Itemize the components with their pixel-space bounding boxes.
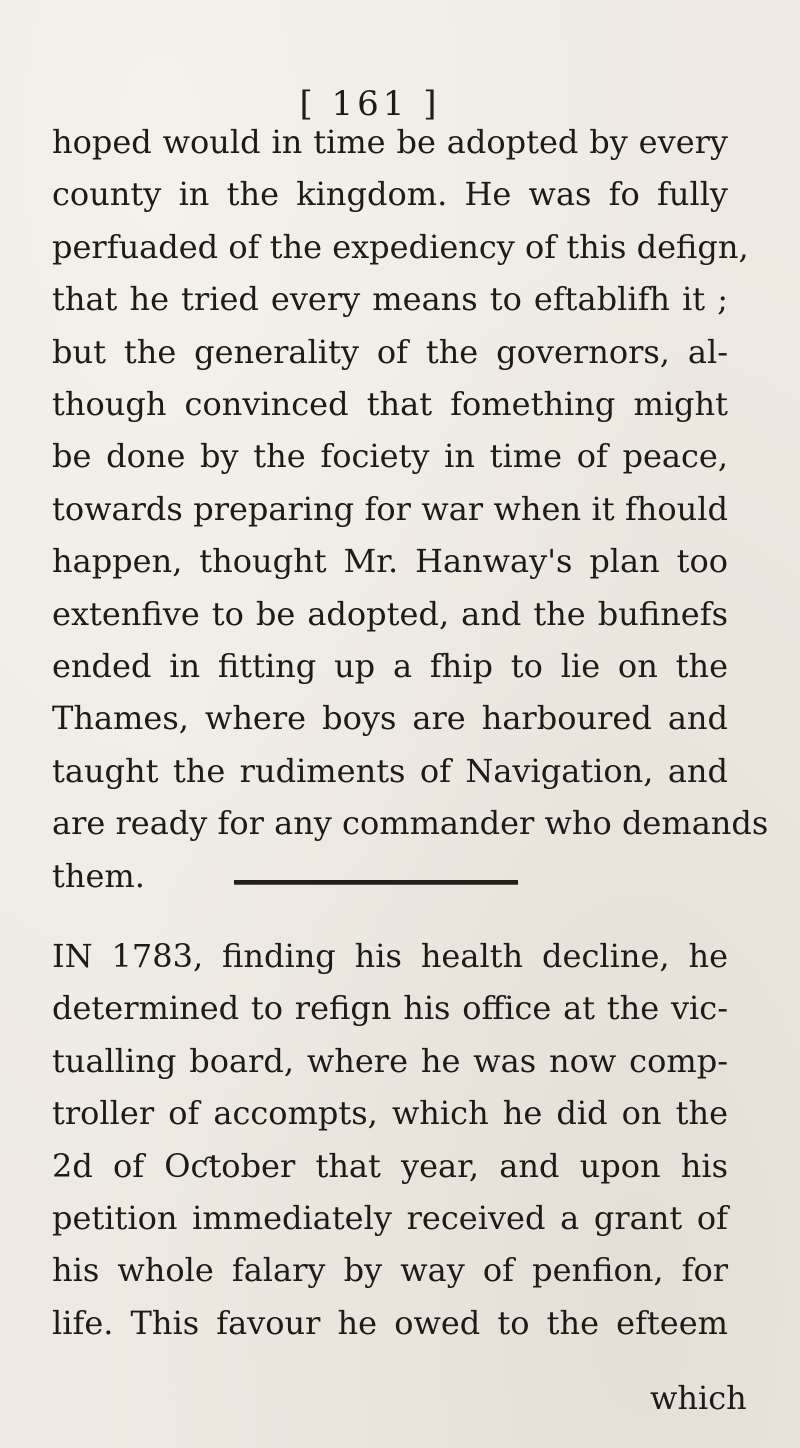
text-line: but the generality of the governors, al- <box>52 332 728 371</box>
paragraph-2 <box>52 930 728 1349</box>
text-line: county in the kingdom. He was fo fully <box>52 175 728 214</box>
text-line: them. <box>52 856 145 895</box>
text-line: troller of accompts, which he did on the <box>52 1094 728 1133</box>
paragraph-1 <box>52 116 769 902</box>
text-line: life. This favour he owed to the efteem <box>52 1303 728 1342</box>
text-line: IN 1783, finding his health decline, he <box>52 937 728 975</box>
text-line: though convinced that fomething might <box>52 385 728 424</box>
catchword: which <box>650 1379 747 1417</box>
text-line: extenfive to be adopted, and the bufinefs <box>52 594 728 633</box>
text-line: towards preparing for war when it fhould <box>52 489 728 528</box>
text-line: 2d of Oƈtober that year, and upon his <box>52 1146 728 1185</box>
text-line: that he tried every means to eftablifh it ; <box>52 280 728 319</box>
text-line: ended in fitting up a fhip to lie on the <box>52 647 728 686</box>
text-line: his whole falary by way of penfion, for <box>52 1251 728 1290</box>
text-line: determined to refign his office at the vic- <box>52 989 728 1028</box>
text-line: taught the rudiments of Navigation, and <box>52 751 728 790</box>
text-line: Thames, where boys are harboured and <box>52 699 728 738</box>
text-line: be done by the fociety in time of peace, <box>52 437 728 476</box>
text-line: are ready for any commander who demands <box>52 804 769 843</box>
text-line: perfuaded of the expediency of this defign, <box>52 227 749 266</box>
text-line: tualling board, where he was now comp- <box>52 1041 728 1080</box>
section-divider <box>234 880 518 885</box>
text-line: petition immediately received a grant of <box>52 1199 728 1238</box>
text-line: happen, thought Mr. Hanway's plan too <box>52 542 728 581</box>
text-line: hoped would in time be adopted by every <box>52 123 728 161</box>
page-number: [ 161 ] <box>299 84 441 124</box>
